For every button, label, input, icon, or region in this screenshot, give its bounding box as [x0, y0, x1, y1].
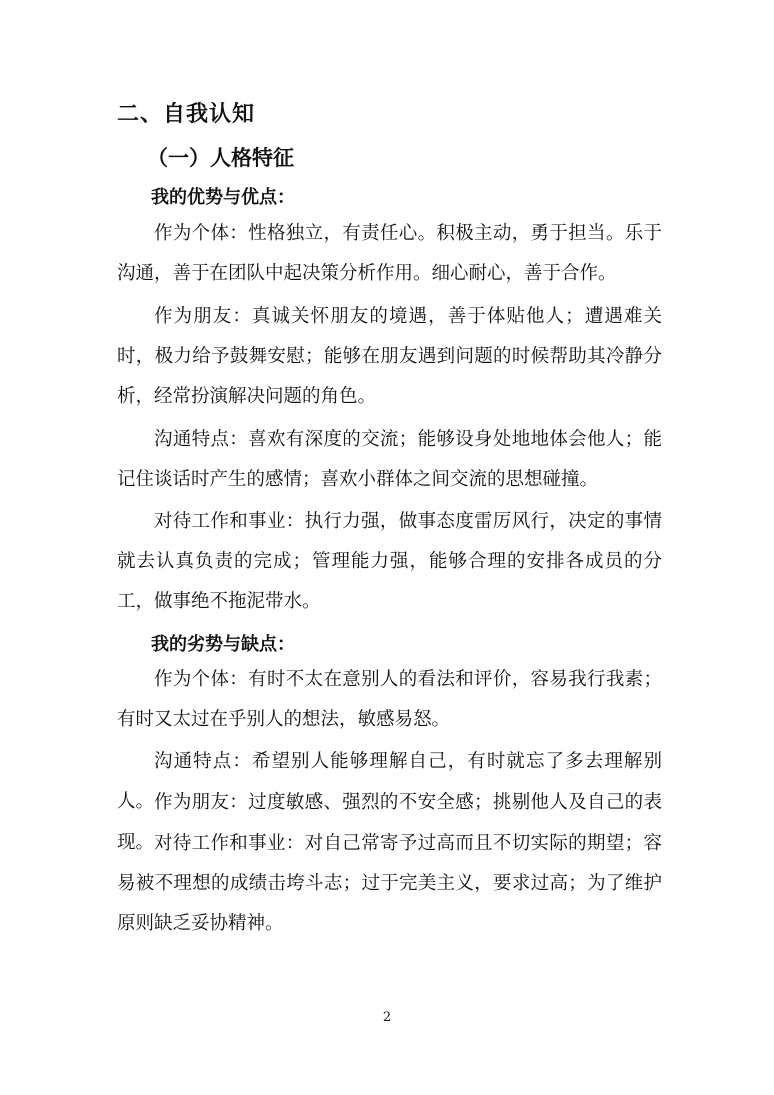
strength-paragraph-individual: 作为个体：性格独立，有责任心。积极主动，勇于担当。乐于沟通，善于在团队中起决策分析作用。细心耐心，善于合作。 — [117, 223, 662, 284]
section-heading: 二、自我认知 — [117, 102, 256, 127]
strength-paragraph-friend: 作为朋友：真诚关怀朋友的境遇，善于体贴他人；遭遇难关时，极力给予鼓舞安慰；能够在朋友遇到问题的时候帮助其冷静分析，经常扮演解决问题的角色。 — [117, 306, 662, 407]
weakness-paragraph-friend: 作为朋友：过度敏感、强烈的不安全感；挑剔他人及自己的表现。 — [117, 792, 662, 853]
weakness-paragraph-communication: 沟通特点：希望别人能够理解自己，有时就忘了多去理解别人。 — [117, 751, 662, 812]
subsection-heading: （一）人格特征 — [147, 146, 294, 170]
strength-paragraph-communication: 沟通特点：喜欢有深度的交流；能够设身处地地体会他人；能记住谈话时产生的感情；喜欢小群体之间交流的思想碰撞。 — [117, 429, 662, 490]
weakness-paragraph-individual: 作为个体：有时不太在意别人的看法和评价，容易我行我素；有时又太过在乎别人的想法，敏感易怒。 — [117, 669, 662, 730]
strengths-title: 我的优势与优点： — [151, 187, 295, 208]
weakness-paragraph-work: 对待工作和事业：对自己常寄予过高而且不切实际的期望；容易被不理想的成绩击垮斗志；过于完美主义，要求过高；为了维护原则缺乏妥协精神。 — [117, 833, 662, 934]
weaknesses-title: 我的劣势与缺点： — [151, 634, 295, 655]
page-number: 2 — [382, 1010, 392, 1025]
strength-paragraph-work: 对待工作和事业：执行力强，做事态度雷厉风行，决定的事情就去认真负责的完成；管理能力强，能够合理的安排各成员的分工，做事绝不拖泥带水。 — [117, 511, 662, 612]
